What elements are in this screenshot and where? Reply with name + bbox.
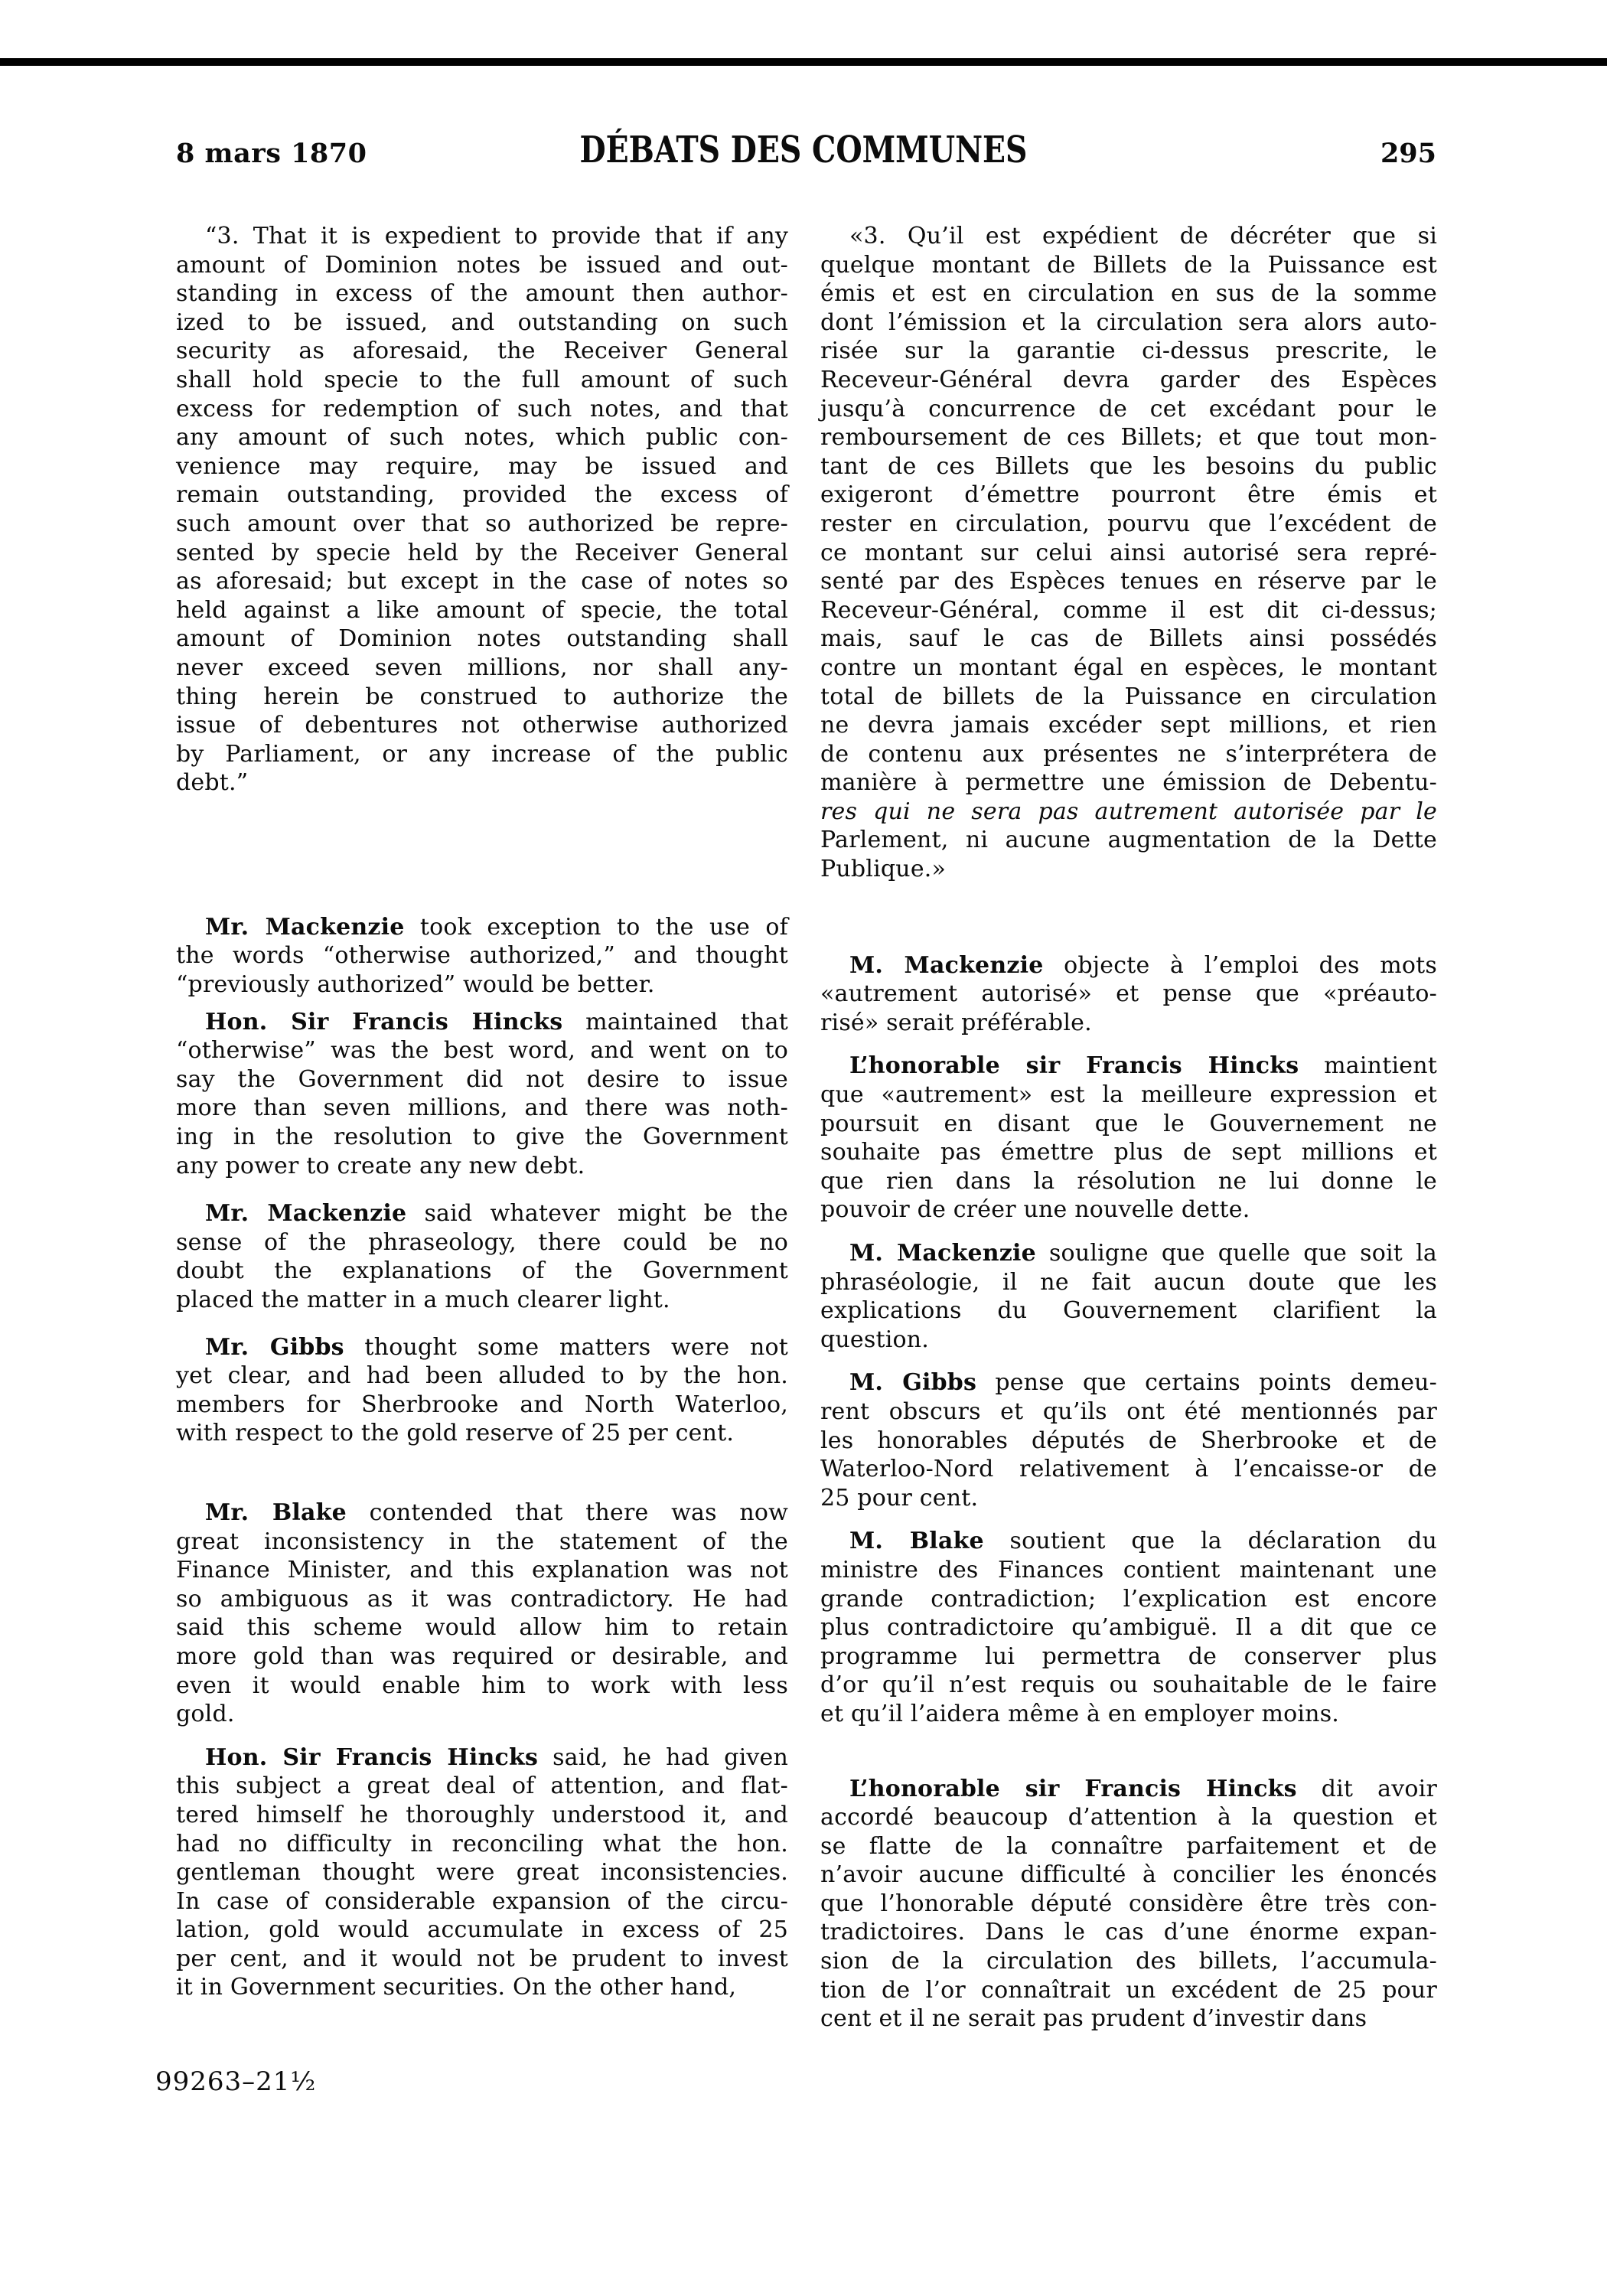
paragraph-mackenzie-souligne-fr — [820, 1239, 1437, 1354]
text-line: 25 pour cent. — [820, 1484, 979, 1512]
text-line: pouvoir de créer une nouvelle dette. — [820, 1196, 1250, 1224]
text-line: any power to create any new debt. — [176, 1152, 585, 1179]
text-line: que l’honorable député considère être très con- — [820, 1890, 1437, 1917]
text-line: Mr. Mackenzie took exception to the use of — [205, 913, 788, 941]
text-line: senté par des Espèces tenues en réserve par le — [820, 568, 1437, 595]
paragraph-blake-fr — [820, 1527, 1437, 1728]
text-line: Mr. Mackenzie said whatever might be the — [205, 1200, 788, 1228]
text-line: yet clear, and had been alluded to by the hon. — [176, 1362, 788, 1390]
text-line: que rien dans la résolution ne lui donne le — [820, 1167, 1437, 1195]
text-line: sented by specie held by the Receiver General — [176, 539, 788, 566]
text-line: Mr. Blake contended that there was now — [205, 1499, 788, 1526]
text-line: risée sur la garantie ci-dessus prescrite, le — [820, 338, 1437, 365]
text-line: L’honorable sir Francis Hincks maintient — [849, 1052, 1437, 1080]
text-line: dont l’émission et la circulation sera alors auto- — [820, 308, 1437, 336]
text-line: M. Mackenzie souligne que quelle que soit la — [849, 1240, 1437, 1267]
text-line: rester en circulation, pourvu que l’excédent de — [820, 510, 1437, 537]
header-date: 8 mars 1870 — [176, 138, 367, 169]
text-line: held against a like amount of specie, the total — [176, 596, 788, 624]
text-line: lation, gold would accumulate in excess of 25 — [176, 1916, 788, 1944]
text-line: manière à permettre une émission de Debentu- — [820, 769, 1437, 797]
text-line: de contenu aux présentes ne s’interprétera de — [820, 740, 1437, 768]
text-line: “3. That it is expedient to provide that if any — [205, 223, 788, 249]
text-line: poursuit en disant que le Gouvernement ne — [820, 1110, 1437, 1137]
text-line: this subject a great deal of attention, and flat- — [176, 1773, 788, 1800]
text-line: gold. — [176, 1701, 235, 1728]
page-header-title: DÉBATS DES COMMUNES — [579, 129, 1028, 171]
text-line: the words “otherwise authorized,” and thought — [176, 942, 788, 970]
paragraph-resolution-quote-en — [176, 222, 788, 797]
text-line: res qui ne sera pas autrement autorisée par le — [820, 797, 1437, 825]
text-line: even it would enable him to work with less — [176, 1671, 788, 1699]
text-line: quelque montant de Billets de la Puissance est — [820, 251, 1437, 279]
text-line: L’honorable sir Francis Hincks dit avoir — [849, 1775, 1437, 1802]
text-line: explications du Gouvernement clarifient la — [820, 1297, 1437, 1325]
text-line: “otherwise” was the best word, and went on to — [176, 1037, 788, 1065]
text-line: cent et il ne serait pas prudent d’investir dans — [820, 2005, 1367, 2033]
paragraph-mackenzie-said-en — [176, 1199, 788, 1314]
text-line: Receveur-Général devra garder des Espèces — [820, 366, 1437, 393]
text-line: et qu’il l’aidera même à en employer moins. — [820, 1700, 1340, 1727]
text-line: mais, sauf le cas de Billets ainsi possédés — [820, 625, 1437, 653]
text-line: phraséologie, il ne fait aucun doute que les — [820, 1268, 1437, 1296]
page-number: 295 — [1380, 138, 1436, 169]
text-line: sion de la circulation des billets, l’accumula- — [820, 1948, 1437, 1975]
right-column-french — [820, 222, 1437, 2033]
text-line: Finance Minister, and this explanation was not — [176, 1557, 788, 1584]
print-signature-code: 99263–21½ — [155, 2066, 317, 2097]
paragraph-gibbs-en — [176, 1333, 788, 1448]
text-line: by Parliament, or any increase of the public — [176, 740, 788, 768]
text-line: “previously authorized” would be better. — [176, 971, 655, 999]
text-line: doubt the explanations of the Government — [176, 1257, 788, 1285]
text-line: accordé beaucoup d’attention à la question et — [820, 1804, 1437, 1831]
text-line: M. Blake soutient que la déclaration du — [849, 1528, 1437, 1555]
text-line: grande contradiction; l’explication est encore — [820, 1585, 1437, 1613]
text-line: risé» serait préférable. — [820, 1009, 1092, 1036]
text-line: total de billets de la Puissance en circulation — [820, 683, 1437, 710]
text-line: tradictoires. Dans le cas d’une énorme expan- — [820, 1919, 1437, 1946]
text-line: said this scheme would allow him to retain — [176, 1614, 788, 1642]
text-line: it in Government securities. On the other hand, — [176, 1974, 737, 2001]
text-line: debt.” — [176, 769, 249, 797]
text-line: amount of Dominion notes outstanding shall — [176, 625, 788, 653]
text-line: d’or qu’il n’est requis ou souhaitable de le faire — [820, 1671, 1437, 1699]
text-line: rent obscurs et qu’ils ont été mentionnés par — [820, 1397, 1437, 1425]
paragraph-hincks-maintained-en — [176, 1008, 788, 1181]
text-line: que «autrement» est la meilleure expression et — [820, 1081, 1437, 1109]
text-line: les honorables députés de Sherbrooke et de — [820, 1427, 1437, 1454]
text-line: ing in the resolution to give the Government — [176, 1124, 788, 1151]
text-line: Hon. Sir Francis Hincks maintained that — [205, 1008, 789, 1035]
text-line: say the Government did not desire to issue — [176, 1065, 788, 1093]
paragraph-hincks-said-en — [176, 1743, 788, 2002]
text-line: great inconsistency in the statement of the — [176, 1528, 788, 1555]
text-line: contre un montant égal en espèces, le montant — [820, 654, 1437, 681]
text-line: per cent, and it would not be prudent to invest — [176, 1945, 788, 1972]
text-line: with respect to the gold reserve of 25 per cent. — [176, 1420, 735, 1447]
text-line: more than seven millions, and there was noth- — [176, 1094, 788, 1122]
text-line: members for Sherbrooke and North Waterloo, — [176, 1391, 788, 1418]
paragraph-hincks-dit-fr — [820, 1775, 1437, 2033]
text-line: Hon. Sir Francis Hincks said, he had given — [205, 1743, 788, 1771]
text-line: plus contradictoire qu’ambiguë. Il a dit que ce — [820, 1614, 1437, 1642]
text-line: more gold than was required or desirable, and — [176, 1642, 788, 1670]
text-line: ministre des Finances contient maintenant une — [820, 1556, 1437, 1583]
text-line: standing in excess of the amount then author- — [176, 280, 788, 308]
text-line: ne devra jamais excéder sept millions, et rien — [820, 712, 1437, 739]
text-line: Parlement, ni aucune augmentation de la Dette — [820, 827, 1437, 854]
text-line: never exceed seven millions, nor shall any- — [176, 654, 788, 681]
text-line: n’avoir aucune difficulté à concilier les énoncés — [820, 1861, 1437, 1889]
text-line: any amount of such notes, which public con- — [176, 424, 788, 452]
paragraph-gibbs-fr — [820, 1368, 1437, 1512]
text-line: issue of debentures not otherwise authorized — [176, 712, 788, 739]
text-line: as aforesaid; but except in the case of notes so — [176, 568, 788, 595]
text-line: had no difficulty in reconciling what the hon. — [176, 1830, 788, 1857]
text-line: tant de ces Billets que les besoins du public — [820, 452, 1437, 480]
text-line: excess for redemption of such notes, and that — [176, 395, 788, 422]
text-line: exigeront d’émettre pourront être émis et — [820, 481, 1437, 509]
text-line: Mr. Gibbs thought some matters were not — [205, 1333, 788, 1361]
left-column-english — [176, 222, 788, 2002]
text-line: security as aforesaid, the Receiver General — [176, 338, 788, 365]
paragraph-hincks-maintient-fr — [820, 1052, 1437, 1225]
text-line: tered himself he thoroughly understood it, and — [176, 1801, 788, 1828]
text-line: ce montant sur celui ainsi autorisé sera repré- — [820, 539, 1437, 566]
text-line: jusqu’à concurrence de cet excédant pour le — [820, 395, 1437, 422]
text-line: programme lui permettra de conserver plus — [820, 1642, 1437, 1670]
paragraph-blake-en — [176, 1499, 788, 1729]
text-line: placed the matter in a much clearer light. — [176, 1287, 670, 1313]
text-line: so ambiguous as it was contradictory. He had — [176, 1585, 788, 1613]
text-line: souhaite pas émettre plus de sept millions et — [820, 1139, 1437, 1166]
text-line: M. Mackenzie objecte à l’emploi des mots — [849, 951, 1437, 979]
text-line: amount of Dominion notes be issued and out- — [176, 251, 788, 279]
text-line: thing herein be construed to authorize the — [176, 683, 788, 710]
text-line: ized to be issued, and outstanding on such — [176, 308, 788, 336]
text-line: remain outstanding, provided the excess of — [176, 481, 788, 509]
paragraph-mackenzie-objection-en — [176, 913, 788, 1000]
paragraph-resolution-quote-fr — [820, 222, 1437, 884]
text-line: In case of considerable expansion of the circu- — [176, 1887, 788, 1915]
scan-artifact-line — [0, 58, 1607, 66]
text-line: Waterloo-Nord relativement à l’encaisse-or de — [820, 1456, 1437, 1483]
text-line: shall hold specie to the full amount of such — [176, 366, 788, 393]
text-line: question. — [820, 1326, 930, 1353]
text-line: se flatte de la connaître parfaitement et de — [820, 1832, 1437, 1860]
text-line: venience may require, may be issued and — [176, 452, 788, 480]
text-line: tion de l’or connaîtrait un excédent de 25 pour — [820, 1976, 1437, 2004]
text-line: «3. Qu’il est expédient de décréter que si — [849, 223, 1437, 249]
text-line: gentleman thought were great inconsistencies. — [176, 1859, 788, 1887]
text-line: M. Gibbs pense que certains points demeu- — [849, 1369, 1438, 1397]
text-line: sense of the phraseology, there could be no — [176, 1228, 788, 1256]
text-line: Receveur-Général, comme il est dit ci-dessus; — [820, 596, 1437, 624]
text-line: Publique.» — [820, 856, 947, 883]
text-line: «autrement autorisé» et pense que «préauto- — [820, 980, 1437, 1008]
text-line: émis et est en circulation en sus de la somme — [820, 280, 1437, 308]
text-line: such amount over that so authorized be repre- — [176, 510, 788, 537]
text-line: remboursement de ces Billets; et que tout mon- — [820, 424, 1437, 452]
paragraph-mackenzie-objection-fr — [820, 951, 1437, 1038]
